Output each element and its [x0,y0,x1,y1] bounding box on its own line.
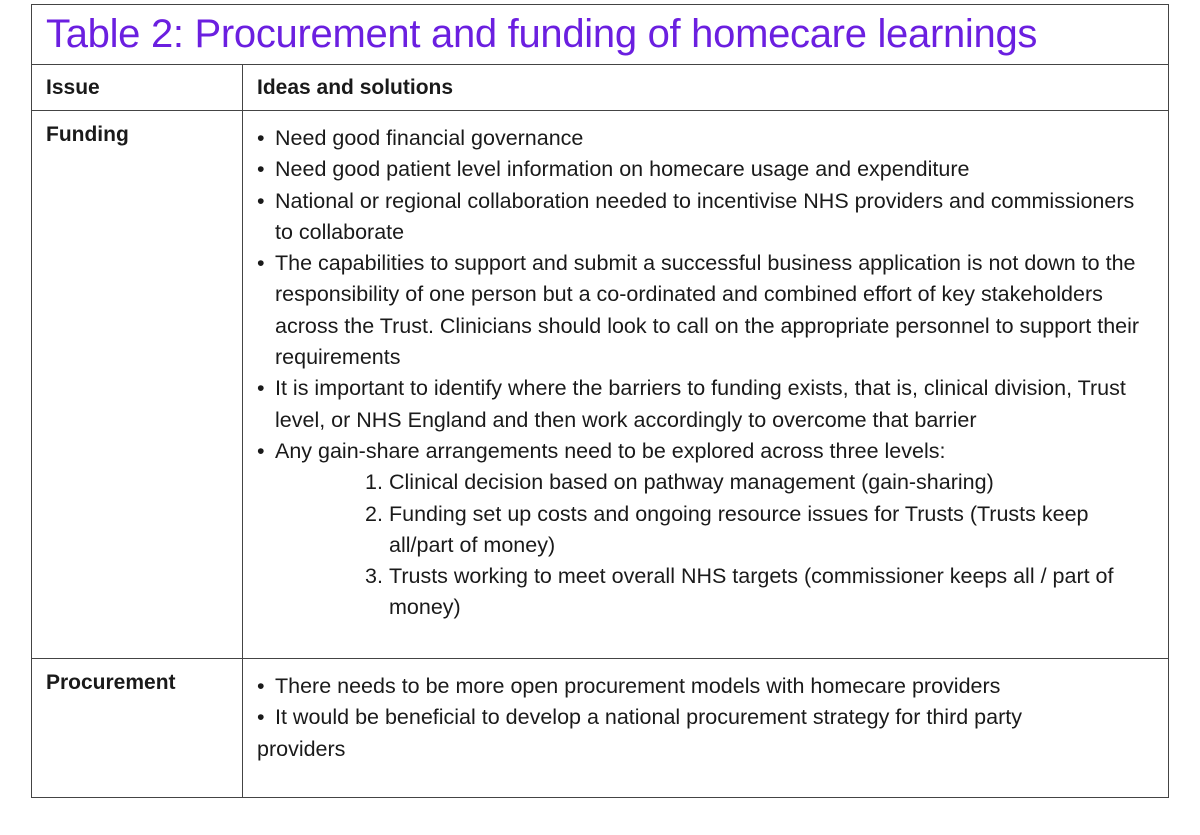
header-row [32,65,1168,111]
list-item: • Any gain-share arrangements need to be explored across three levels: [257,436,1156,467]
list-item: • It is important to identify where the barriers to funding exists, that is, clinical division, Trust level, or NHS England and then work accordingly to overcome that barrier [257,373,1156,436]
list-item: • National or regional collaboration needed to incentivise NHS providers and commissioners to collaborate [257,186,1156,249]
header-ideas: Ideas and solutions [257,76,454,99]
table-title: Table 2: Procurement and funding of homecare learnings [46,12,1038,56]
level-text: Funding set up costs and ongoing resource issues for Trusts (Trusts keep all/part of money) [389,501,1089,557]
issue-funding: Funding [46,123,129,146]
level-text: Clinical decision based on pathway management (gain-sharing) [389,470,994,495]
level-number: 3. [365,564,383,589]
list-item: • It would be beneficial to develop a national procurement strategy for third party [257,702,1156,733]
list-item: • Need good patient level information on homecare usage and expenditure [257,154,1156,185]
table-row-procurement [32,659,1168,797]
learnings-table [31,4,1169,798]
level-number: 1. [365,470,383,495]
level-number: 2. [365,501,383,526]
gain-share-levels [257,467,1156,623]
table-body [32,65,1168,797]
issue-procurement: Procurement [46,671,176,694]
header-issue: Issue [46,76,100,99]
level-item [365,467,1156,498]
level-text: Trusts working to meet overall NHS targets (commissioner keeps all / part of money) [389,564,1114,620]
list-item: • There needs to be more open procurement models with homecare providers [257,671,1156,702]
table-row-funding [32,111,1168,659]
list-item: • Need good financial governance [257,123,1156,154]
ideas-funding [257,123,1156,624]
list-item-continuation: providers [257,736,346,761]
ideas-procurement [257,671,1156,765]
level-item [365,561,1156,624]
level-item [365,499,1156,562]
table-title-row [32,5,1168,65]
list-item: • The capabilities to support and submit a successful business application is not down to the responsibility of one person but a co-ordinated and combined effort of key stakeholders across the Trust. Clinicians should look to call on the appropriate personnel to support their requirements [257,248,1156,373]
